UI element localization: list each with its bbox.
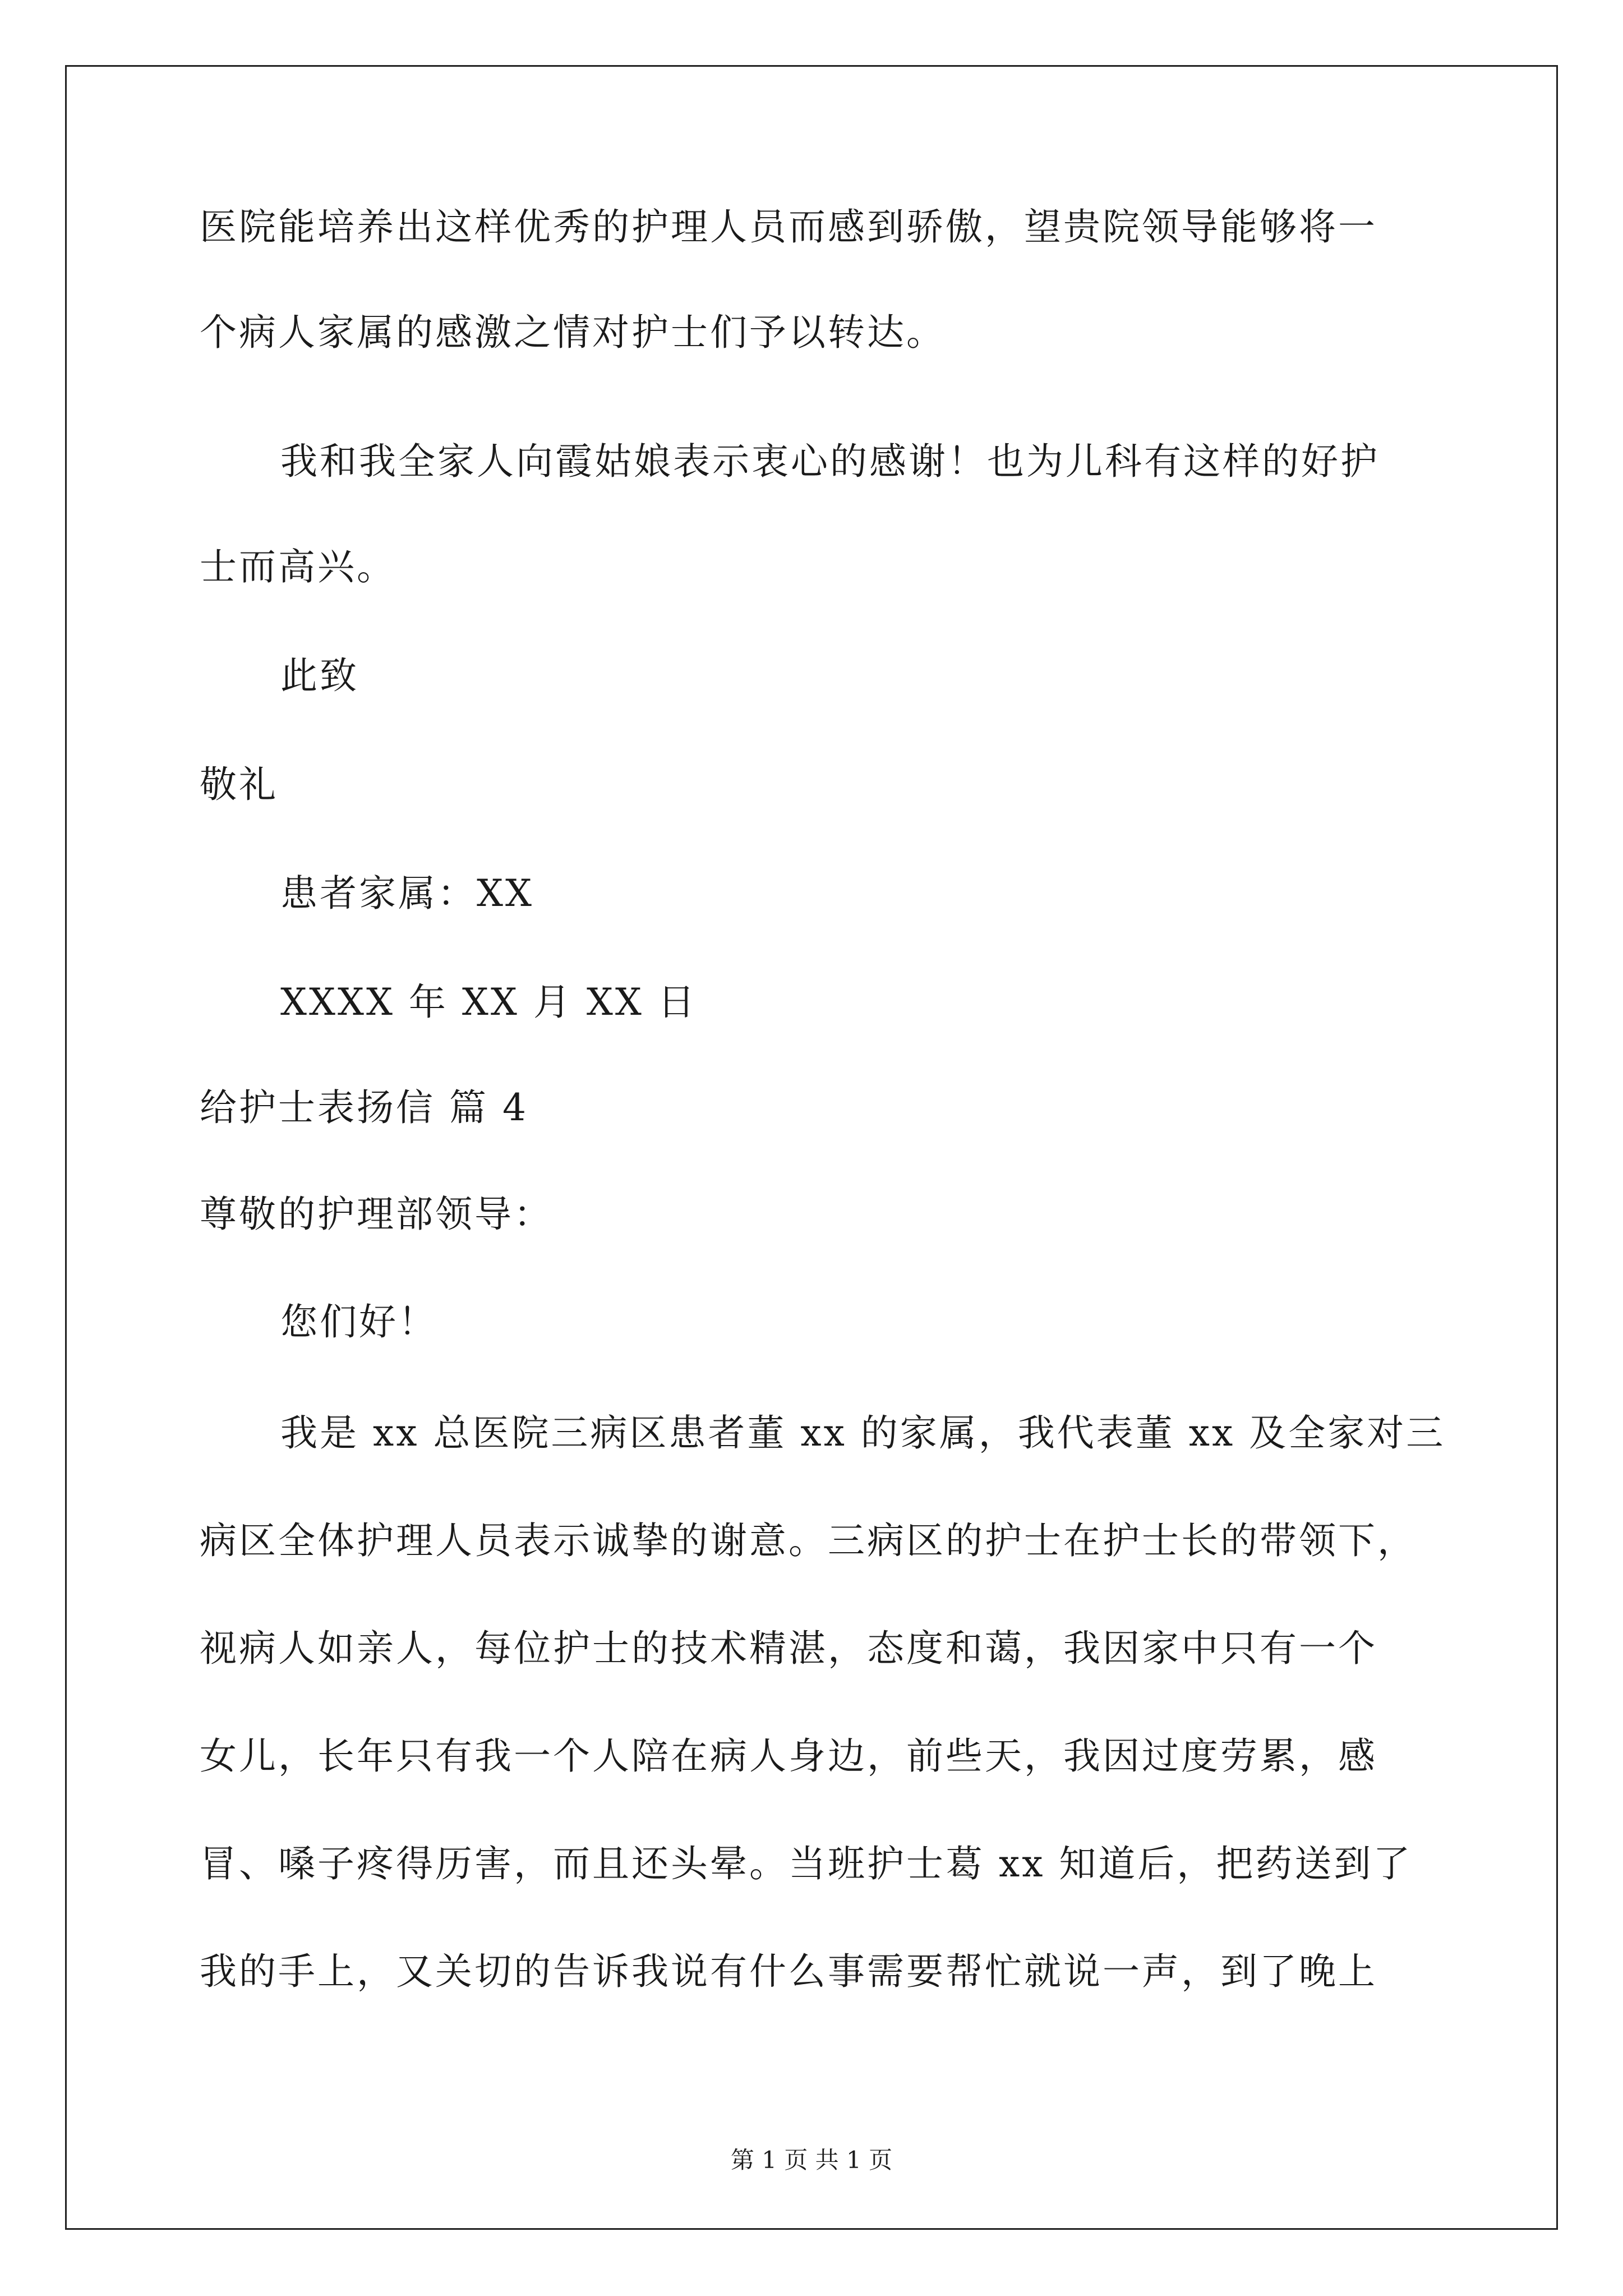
text-line: 您们好！	[280, 1300, 437, 1343]
page-border	[65, 65, 1558, 2230]
text-line: 我的手上，又关切的告诉我说有什么事需要帮忙就说一声，到了晚上	[200, 1950, 1377, 1993]
text-line: 士而高兴。	[200, 545, 396, 588]
text-line: 我和我全家人向霞姑娘表示衷心的感谢！也为儿科有这样的好护	[280, 440, 1380, 483]
text-line: 我是 xx 总医院三病区患者董 xx 的家属，我代表董 xx 及全家对三	[280, 1411, 1446, 1455]
text-line: 医院能培养出这样优秀的护理人员而感到骄傲，望贵院领导能够将一	[200, 205, 1377, 249]
letter-greeting: 尊敬的护理部领导：	[200, 1193, 553, 1236]
signature-line: 患者家属：XX	[280, 872, 534, 915]
text-line: 冒、嗓子疼得历害，而且还头晕。当班护士葛 xx 知道后，把药送到了	[200, 1842, 1413, 1885]
text-line: 个病人家属的感激之情对护士们予以转达。	[200, 311, 946, 354]
text-line: 女儿，长年只有我一个人陪在病人身边，前些天，我因过度劳累，感	[200, 1734, 1377, 1778]
text-line: 视病人如亲人，每位护士的技术精湛，态度和蔼，我因家中只有一个	[200, 1627, 1377, 1670]
section-heading: 给护士表扬信 篇 4	[200, 1086, 528, 1129]
closing-salutation: 此致	[280, 654, 359, 697]
page-number: 第 1 页 共 1 页	[730, 2146, 893, 2174]
date-line: XXXX 年 XX 月 XX 日	[280, 981, 697, 1024]
text-line: 病区全体护理人员表示诚挚的谢意。三病区的护士在护士长的带领下，	[200, 1519, 1417, 1562]
closing-salutation: 敬礼	[200, 763, 278, 806]
